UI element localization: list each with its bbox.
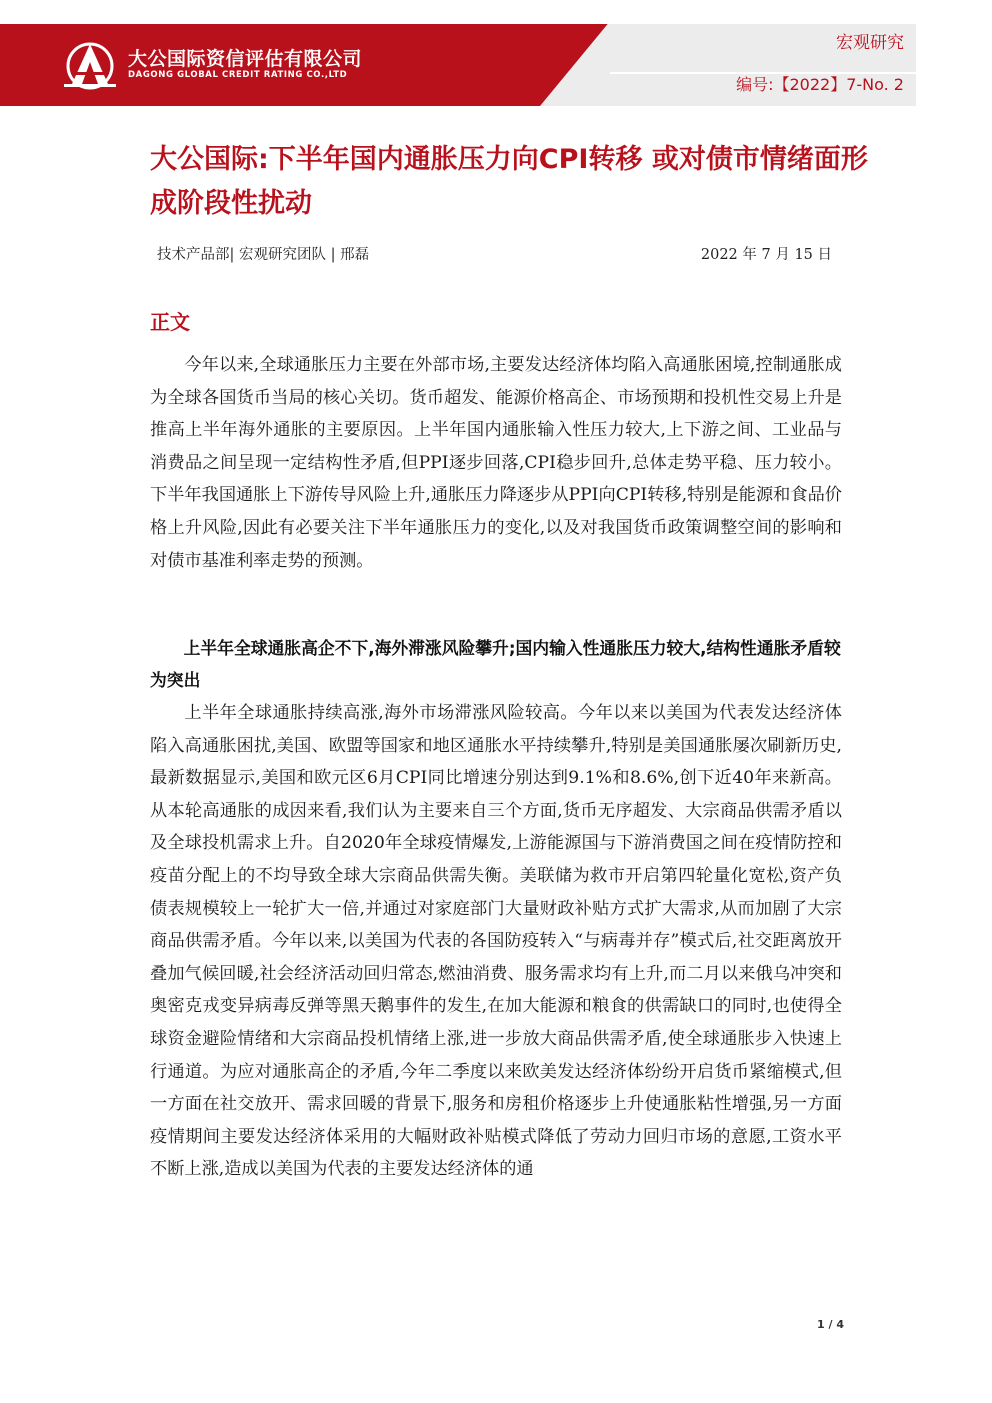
- author-line: 技术产品部| 宏观研究团队 | 邢磊: [157, 247, 370, 263]
- dagong-logo-icon: [62, 36, 118, 92]
- publish-date: 2022 年 7 月 15 日: [700, 247, 832, 263]
- report-number: 编号:【2022】7-No. 2: [736, 75, 904, 94]
- report-category: 宏观研究: [836, 33, 904, 53]
- company-name-en: DAGONG GLOBAL CREDIT RATING CO.,LTD: [128, 70, 348, 80]
- body-paragraph-1: 今年以来,全球通胀压力主要在外部市场,主要发达经济体均陷入高通胀困境,控制通胀成为全球各国货币当局的核心关切。货币超发、能源价格高企、市场预期和投机性交易上升是推高上半年海外通胀的主要原因。上半年国内通胀输入性压力较大,上下游之间、工业品与消费品之间呈现一定结构性矛盾,但PPI逐步回落,CPI稳步回升,总体走势平稳、压力较小。下半年我国通胀上下游传导风险上升,通胀压力降逐步从PPI向CPI转移,特别是能源和食品价格上升风险,因此有必要关注下半年通胀压力的变化,以及对我国货币政策调整空间的影响和对债市基准利率走势的预测。: [150, 355, 842, 571]
- page-number: 1 / 4: [817, 1318, 844, 1331]
- sub-heading: 上半年全球通胀高企不下,海外滞涨风险攀升;国内输入性通胀压力较大,结构性通胀矛盾较为突出: [150, 638, 841, 690]
- company-name-cn: 大公国际资信评估有限公司: [128, 48, 363, 70]
- body-paragraph-2: 上半年全球通胀持续高涨,海外市场滞涨风险较高。今年以来以美国为代表发达经济体陷入高通胀困扰,美国、欧盟等国家和地区通胀水平持续攀升,特别是美国通胀屡次刷新历史,最新数据显示,美国和欧元区6月CPI同比增速分别达到9.1%和8.6%,创下近40年来新高。从本轮高通胀的成因来看,我们认为主要来自三个方面,货币无序超发、大宗商品供需矛盾以及全球投机需求上升。自2020年全球疫情爆发,上游能源国与下游消费国之间在疫情防控和疫苗分配上的不均导致全球大宗商品供需失衡。美联储为救市开启第四轮量化宽松,资产负债表规模较上一轮扩大一倍,并通过对家庭部门大量财政补贴方式扩大需求,从而加剧了大宗商品供需矛盾。今年以来,以美国为代表的各国防疫转入“与病毒并存”模式后,社交距离放开叠加气候回暖,社会经济活动回归常态,燃油消费、服务需求均有上升,而二月以来俄乌冲突和奥密克戎变异病毒反弹等黑天鹅事件的发生,在加大能源和粮食的供需缺口的同时,也使得全球资金避险情绪和大宗商品投机情绪上涨,进一步放大商品供需矛盾,使全球通胀步入快速上行通道。为应对通胀高企的矛盾,今年二季度以来欧美发达经济体纷纷开启货币紧缩模式,但一方面在社交放开、需求回暖的背景下,服务和房租价格逐步上升使通胀粘性增强,另一方面疫情期间主要发达经济体采用的大幅财政补贴模式降低了劳动力回归市场的意愿,工资水平不断上涨,造成以美国为代表的主要发达经济体的通: [150, 703, 842, 1180]
- page-title: 大公国际:下半年国内通胀压力向CPI转移 或对债市情绪面形成阶段性扰动: [150, 144, 868, 219]
- section-heading: 正文: [150, 310, 190, 334]
